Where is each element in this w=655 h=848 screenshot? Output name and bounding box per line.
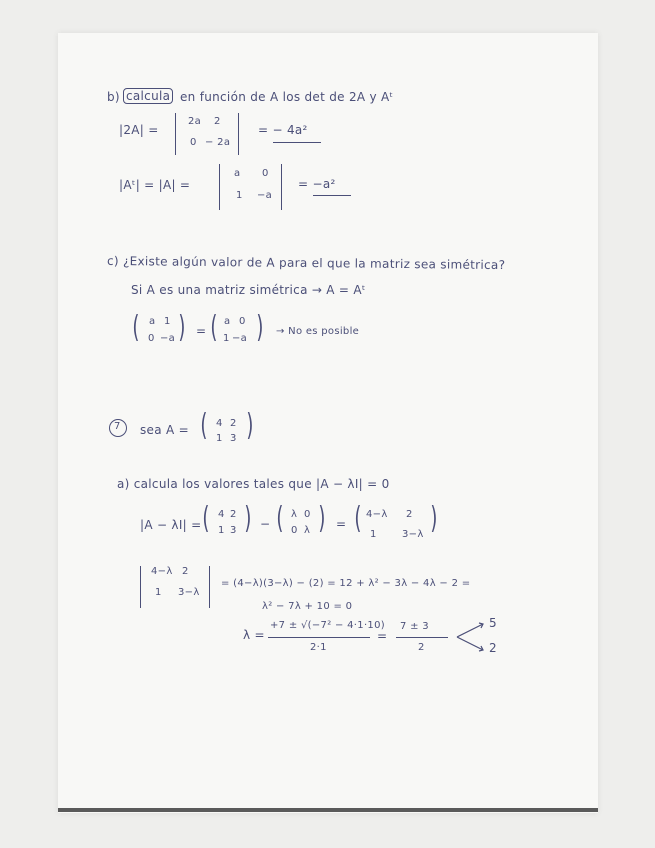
det-at-left-bar — [219, 164, 220, 210]
sym-eq: = — [196, 324, 207, 338]
sym-right-m21: 1 — [223, 333, 230, 344]
root-2: 2 — [489, 641, 497, 655]
quadratic-numerator: +7 ± √(−7² − 4·1·10) — [270, 620, 385, 631]
m3-open-paren: ( — [354, 501, 362, 536]
lambda-lhs: λ = — [243, 628, 265, 642]
m1-open-paren: ( — [202, 501, 210, 536]
det-m12: 2 — [182, 566, 189, 577]
det-2a-m22: − 2a — [205, 137, 231, 148]
m3-m12: 2 — [406, 509, 413, 520]
m2-close-paren: ) — [318, 501, 326, 536]
det-expansion: = (4−λ)(3−λ) − (2) = 12 + λ² − 3λ − 4λ − 2 = — [221, 578, 471, 589]
det-right-bar — [209, 566, 210, 608]
m3-m11: 4−λ — [366, 509, 388, 520]
det-2a-lhs: |2A| = — [119, 123, 159, 137]
simplified-numerator: 7 ± 3 — [400, 621, 429, 632]
m2-m11: λ — [291, 509, 298, 520]
m1-m22: 3 — [230, 525, 237, 536]
det-2a-right-bar — [238, 113, 239, 155]
sym-left-m11: a — [149, 316, 156, 327]
matrix-a-m12: 2 — [230, 418, 237, 429]
m2-m12: 0 — [304, 509, 311, 520]
sym-right-open-paren: ( — [210, 310, 218, 345]
sym-right-m22: −a — [232, 333, 248, 344]
exercise-number: 7 — [114, 421, 121, 432]
lambda-eq2: = — [377, 629, 388, 643]
sym-left-m21: 0 — [148, 333, 155, 344]
root-1: 5 — [489, 616, 497, 630]
exercise-intro: sea A = — [140, 423, 189, 437]
m1-m11: 4 — [218, 509, 225, 520]
part-c-line2: Si A es una matriz simétrica → A = Aᵗ — [131, 283, 366, 297]
m3-m22: 3−λ — [402, 529, 424, 540]
m3-close-paren: ) — [430, 501, 438, 536]
det-2a-m21: 0 — [190, 137, 197, 148]
page-edge-shadow — [58, 808, 598, 812]
m1-close-paren: ) — [244, 501, 252, 536]
det-at-m11: a — [234, 168, 241, 179]
det-at-lhs: |Aᵗ| = |A| = — [119, 178, 191, 192]
m2-open-paren: ( — [276, 501, 284, 536]
det-m22: 3−λ — [178, 587, 200, 598]
sym-left-m22: −a — [160, 333, 176, 344]
m1-m21: 1 — [218, 525, 225, 536]
sym-left-m12: 1 — [164, 316, 171, 327]
det-left-bar — [140, 566, 141, 608]
quadratic-fraction-bar — [268, 637, 370, 638]
m2-m22: λ — [304, 525, 311, 536]
char-eq: = — [336, 517, 347, 531]
matrix-a-m21: 1 — [216, 433, 223, 444]
det-at-result: = −a² — [298, 177, 336, 191]
det-at-m22: −a — [257, 190, 273, 201]
det-at-right-bar — [281, 164, 282, 210]
det-at-m12: 0 — [262, 168, 269, 179]
part-b-label: b) — [107, 90, 120, 104]
m2-m21: 0 — [291, 525, 298, 536]
part-c-question: c) ¿Existe algún valor de A para el que la matriz sea simétrica? — [106, 253, 506, 273]
matrix-a-open-paren: ( — [200, 408, 208, 443]
matrix-a-close-paren: ) — [246, 408, 254, 443]
sym-right-m12: 0 — [239, 316, 246, 327]
det-at-underline — [313, 195, 351, 196]
sym-left-open-paren: ( — [132, 310, 140, 345]
sym-left-close-paren: ) — [178, 310, 186, 345]
det-2a-left-bar — [175, 113, 176, 155]
char-matrix-lhs: |A − λI| = — [140, 518, 202, 532]
m3-m21: 1 — [370, 529, 377, 540]
sym-right-m11: a — [224, 316, 231, 327]
part-c-conclusion: → No es posible — [276, 326, 360, 337]
det-at-m21: 1 — [236, 190, 243, 201]
sym-right-close-paren: ) — [256, 310, 264, 345]
quadratic-denominator: 2·1 — [310, 642, 327, 653]
det-2a-underline — [273, 142, 321, 143]
part-b-verb: calcula — [123, 88, 173, 104]
m1-m12: 2 — [230, 509, 237, 520]
det-2a-m12: 2 — [214, 116, 221, 127]
det-2a-result: = − 4a² — [258, 123, 308, 137]
det-m21: 1 — [155, 587, 162, 598]
simplified-denominator: 2 — [418, 642, 425, 653]
minus-sign: − — [260, 517, 271, 531]
part-a-heading: a) calcula los valores tales que |A − λI| = 0 — [117, 477, 390, 491]
det-2a-m11: 2a — [188, 116, 202, 127]
simplified-fraction-bar — [396, 637, 448, 638]
paper-sheet — [58, 33, 598, 813]
char-polynomial: λ² − 7λ + 10 = 0 — [262, 601, 353, 612]
part-b-heading: en función de A los det de 2A y Aᵗ — [180, 90, 394, 104]
matrix-a-m22: 3 — [230, 433, 237, 444]
matrix-a-m11: 4 — [216, 418, 223, 429]
det-m11: 4−λ — [151, 566, 173, 577]
